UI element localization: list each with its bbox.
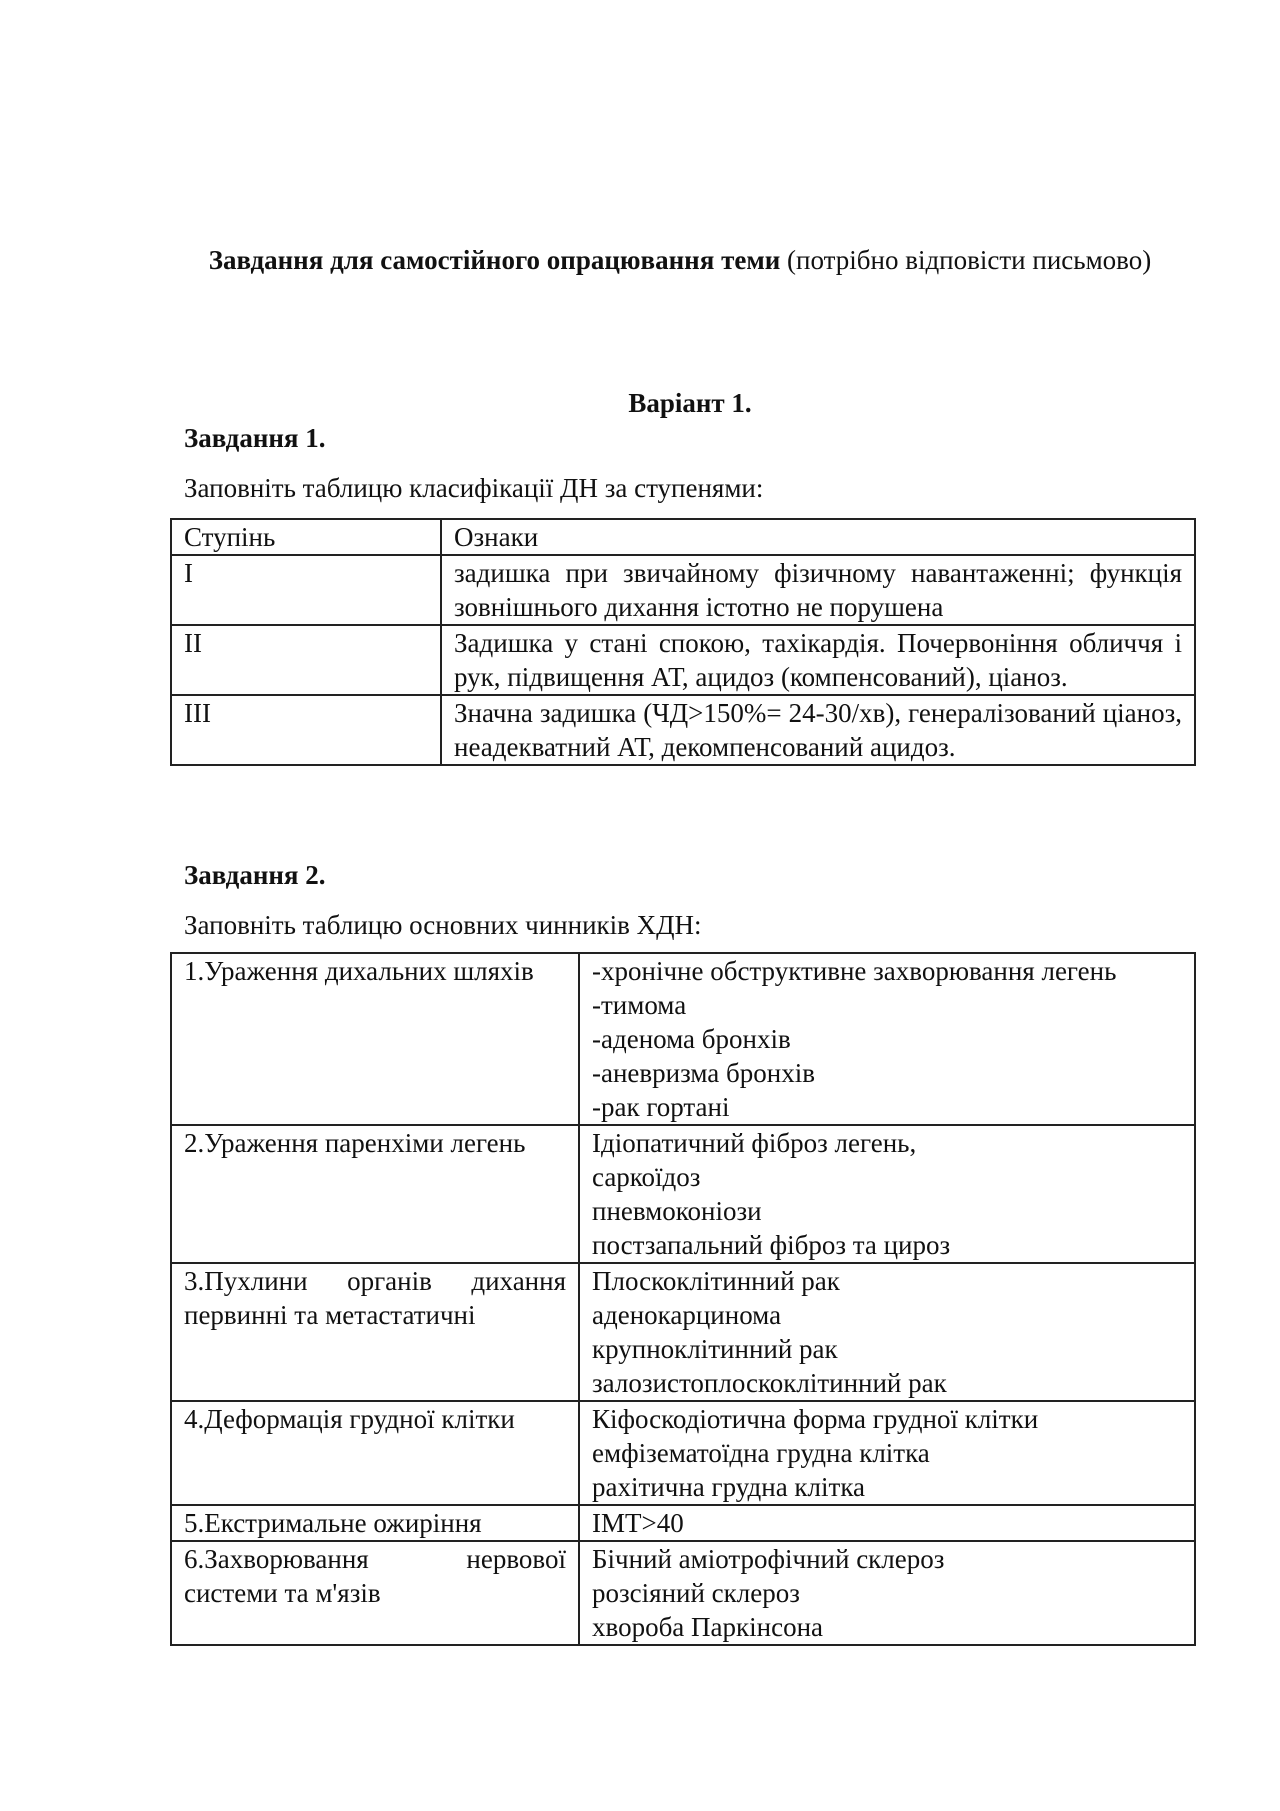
table-row — [171, 1401, 1195, 1505]
list-item: -тимома — [592, 990, 687, 1020]
list-item: саркоїдоз — [592, 1162, 701, 1192]
factor-cell: 4.Деформація грудної клітки — [171, 1401, 579, 1505]
items-cell — [579, 1263, 1195, 1401]
list-item: -хронічне обструктивне захворювання легень — [592, 956, 1117, 986]
items-cell — [579, 1505, 1195, 1541]
list-item: рахітична грудна клітка — [592, 1472, 866, 1502]
signs-cell: Задишка у стані спокою, тахікардія. Почервоніння обличчя і рук, підвищення АТ, ацидоз (компенсований), ціаноз. — [441, 625, 1195, 695]
list-item: хвороба Паркінсона — [592, 1612, 824, 1642]
factor-cell: 2.Ураження паренхіми легень — [171, 1125, 579, 1263]
task1-instruction: Заповніть таблицю класифікації ДН за ступенями: — [184, 473, 764, 503]
table-row — [171, 1541, 1195, 1645]
task1-heading: Завдання 1. — [184, 423, 326, 453]
table-row — [171, 1505, 1195, 1541]
factor-cell: 5.Екстримальне ожиріння — [171, 1505, 579, 1541]
list-item: пневмоконіози — [592, 1196, 762, 1226]
signs-cell: Значна задишка (ЧД>150%= 24-30/хв), генералізований ціаноз, неадекватний АТ, декомпенсований ацидоз. — [441, 695, 1195, 765]
table-row — [171, 555, 1195, 625]
table-row — [171, 953, 1195, 1125]
items-cell — [579, 1401, 1195, 1505]
list-item: аденокарцинома — [592, 1300, 782, 1330]
list-item: емфізематоїдна грудна клітка — [592, 1438, 930, 1468]
degree-cell: III — [171, 695, 441, 765]
list-item: залозистоплоскоклітинний рак — [592, 1368, 947, 1398]
column-header-degree: Ступінь — [171, 519, 441, 555]
classification-table — [170, 518, 1196, 766]
variant-heading: Варіант 1. — [628, 388, 752, 418]
list-item: Плоскоклітинний рак — [592, 1266, 840, 1296]
list-item: крупноклітинний рак — [592, 1334, 838, 1364]
table-row — [171, 1125, 1195, 1263]
degree-cell: I — [171, 555, 441, 625]
items-cell — [579, 1125, 1195, 1263]
factor-cell: 3.Пухлини органів дихання первинні та метастатичні — [171, 1263, 579, 1401]
list-item: -аневризма бронхів — [592, 1058, 815, 1088]
list-item: Кіфоскодіотична форма грудної клітки — [592, 1404, 1039, 1434]
table-row — [171, 625, 1195, 695]
column-header-signs: Ознаки — [441, 519, 1195, 555]
title-bold: Завдання для самостійного опрацювання теми — [208, 245, 781, 275]
table-row — [171, 1263, 1195, 1401]
list-item: -аденома бронхів — [592, 1024, 791, 1054]
signs-cell: задишка при звичайному фізичному навантаженні; функція зовнішнього дихання істотно не порушена — [441, 555, 1195, 625]
items-cell — [579, 1541, 1195, 1645]
list-item: розсіяний склероз — [592, 1578, 800, 1608]
list-item: ІМТ>40 — [592, 1508, 684, 1538]
title-rest: (потрібно відповісти письмово) — [780, 245, 1152, 275]
list-item: Ідіопатичний фіброз легень, — [592, 1128, 917, 1158]
factor-cell: 6.Захворювання нервової системи та м'язів — [171, 1541, 579, 1645]
page-title — [200, 242, 1160, 278]
factors-table — [170, 952, 1196, 1646]
list-item: Бічний аміотрофічний склероз — [592, 1544, 945, 1574]
table-row — [171, 695, 1195, 765]
list-item: -рак гортані — [592, 1092, 730, 1122]
task2-instruction: Заповніть таблицю основних чинників ХДН: — [184, 910, 702, 940]
task2-heading: Завдання 2. — [184, 860, 326, 890]
degree-cell: II — [171, 625, 441, 695]
items-cell — [579, 953, 1195, 1125]
table-header-row — [171, 519, 1195, 555]
list-item: постзапальний фіброз та цироз — [592, 1230, 951, 1260]
factor-cell: 1.Ураження дихальних шляхів — [171, 953, 579, 1125]
